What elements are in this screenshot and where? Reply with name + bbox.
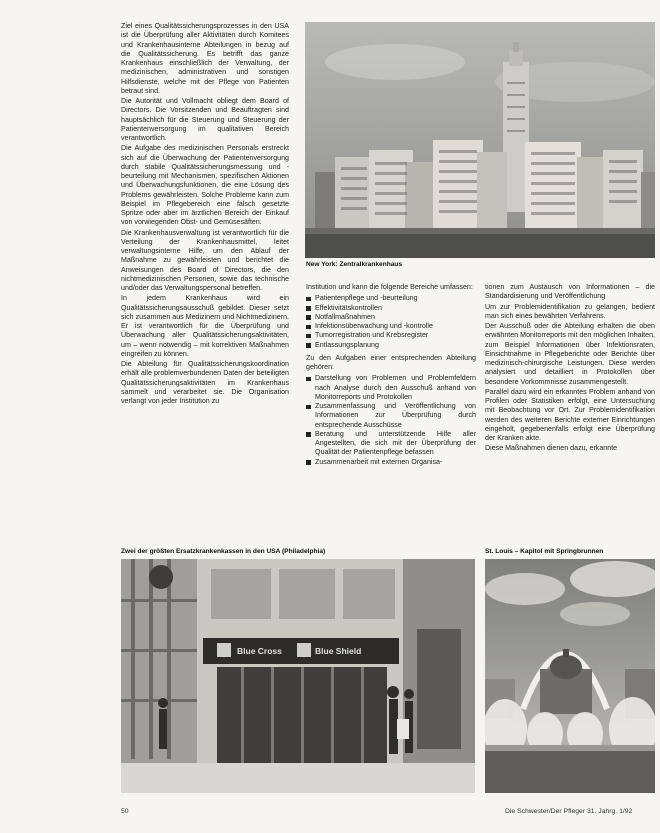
list-item: Infektionsüberwachung und -kontrolle xyxy=(306,322,476,331)
list-item: Zusammenfassung und Veröffentlichung von Informationen zur Überprüfung durch entsprechende Ausschüsse xyxy=(306,402,476,430)
blue-cross-sign: Blue Cross xyxy=(237,646,282,656)
list-item: Darstellung von Problemen und Problemfeldern nach Analyse durch den Ausschuß anhand von Monitorreports und Protokollen xyxy=(306,374,476,402)
text-column-3 xyxy=(485,283,655,557)
bullet-list-areas xyxy=(306,294,476,350)
paragraph: Der Ausschuß oder die Abteilung erhalten die oben erwähnten Monitorreports mit den möglichen Inhalten, zum Beispiel Informationen über Infektionsraten, Einsichtnahme in Pflegeberichte oder Berichte über medizinisch-chirurgische Leistungen. Diese werden analysiert und detailliert in Protokollen über besondere Vorkommnisse zusammengestellt. xyxy=(485,322,655,386)
paragraph: Die Krankenhausverwaltung ist verantwortlich für die Verteilung der Krankenhausmittel, leitet verwaltungsinterne Hilfe, um den Ablauf der Maßnahme zu gewährleisten und berichtet die Anweisungen des Board of Directors, die den nichtmedizinischen Personen, sowie das technische und/oder das Verwaltungspersonal betreffen. xyxy=(121,228,289,292)
list-item: Notfallmaßnahmen xyxy=(306,313,476,322)
page-number: 50 xyxy=(121,808,129,815)
hospital-photo xyxy=(305,22,655,258)
text-column-2 xyxy=(306,283,476,557)
paragraph: Parallel dazu wird ein erkanntes Problem anhand von Profilen oder Statistiken erfolgt, eine Untersuchung mit Beobachtung vor Ort. Zur Problemidentifikation werden des weiteren Berichte externer Einrichtungen eingeholt, gegebenenfalls erfolgt eine Überprüfung der Kranken akte. xyxy=(485,387,655,442)
list-item: Effektivitätskontrollen xyxy=(306,304,476,313)
journal-footer: Die Schwester/Der Pfleger 31. Jahrg. 1/92 xyxy=(505,808,633,815)
list-item: Beratung und unterstützende Hilfe aller Angestellten, die sich mit der Überprüfung der Qualität der Patientenpflege befassen xyxy=(306,430,476,458)
paragraph: Diese Maßnahmen dienen dazu, erkannte xyxy=(485,444,618,453)
paragraph: tionen zum Austausch von Informationen – die Standardisierung und Veröffentlichung xyxy=(485,283,655,301)
paragraph: Zu den Aufgaben einer entsprechenden Abteilung gehören: xyxy=(306,353,476,371)
paragraph: Die Aufgabe des medizinischen Personals erstreckt sich auf die Überwachung der Patientenversorgung durch stabile Qualitätssicherungsmessung und -beurteilung mit Mechanismen, spezifischen Aktionen und Überwachungsfunktionen, die eine Lösung des Problems gewährleisten. Solche Probleme kann zum Beispiel im Pflegebereich eine falsch gesetzte Spritze oder aber im ärztlichen Bereich der Einkauf von vorwiegenden Obst- und Gemüsesäften. xyxy=(121,144,289,227)
st-louis-caption: St. Louis – Kapitol mit Springbrunnen xyxy=(485,548,604,555)
paragraph: Die Autorität und Vollmacht obliegt dem Board of Directors. Die Vorsitzenden und Beauftragten sind hauptsächlich für die Steuerung und Steuerung der Patientenversorgung im qualitativen Bereich verantwortlich. xyxy=(121,97,289,142)
paragraph: In jedem Krankenhaus wird ein Qualitätssicherungsausschuß gebildet. Dieser setzt sich zusammen aus Medizinern und Nichtmedizinern. Er ist verantwortlich für die Überprüfung und Überwachung aller Qualitätssicherungsaktivitäten, um – wenn notwendig – mit korrektiven Maßnahmen eingreifen zu können. xyxy=(121,294,289,358)
text-column-1 xyxy=(121,22,289,556)
list-item: Entlassungsplanung xyxy=(306,341,476,350)
blue-cross-caption: Zwei der größten Ersatzkrankenkassen in den USA (Philadelphia) xyxy=(121,548,326,555)
bullet-list-tasks xyxy=(306,374,476,467)
list-item: Patientenpflege und -beurteilung xyxy=(306,294,476,303)
blue-shield-sign: Blue Shield xyxy=(315,646,362,656)
st-louis-photo xyxy=(485,559,655,793)
hospital-caption: New York: Zentralkrankenhaus xyxy=(306,261,403,268)
list-item: Tumorregistration und Krebsregister xyxy=(306,331,476,340)
paragraph: Die Abteilung für Qualitätssicherungskoordination erhält alle problemverbundenen Daten der beteiligten Qualitätssicherungsaktivitäten im Krankenhaus sammelt und verarbeitet sie. Die Organisation verlangt von jeder Institution zu xyxy=(121,360,289,405)
paragraph: Um zur Problemidentifikation zu gelangen, bedient man sich eines bewährten Verfahrens. xyxy=(485,302,655,320)
list-item: Zusammenarbeit mit externen Organisa- xyxy=(306,458,476,467)
blue-cross-photo xyxy=(121,559,475,793)
paragraph: Ziel eines Qualitätssicherungsprozesses in den USA ist die Überprüfung aller Aktivitäten durch Komitees und Krankenhausinterne Abteilungen in bezug auf die Qualitätssicherung. Es betrifft das ganze Krankenhaus einschließlich der Verwaltung, der medizinischen, administrativen und sonstigen Hilfsdienste, welche mit der Pflege von Patienten betraut sind. xyxy=(121,22,289,95)
paragraph: Institution und kann die folgende Bereiche umfassen: xyxy=(306,283,473,291)
